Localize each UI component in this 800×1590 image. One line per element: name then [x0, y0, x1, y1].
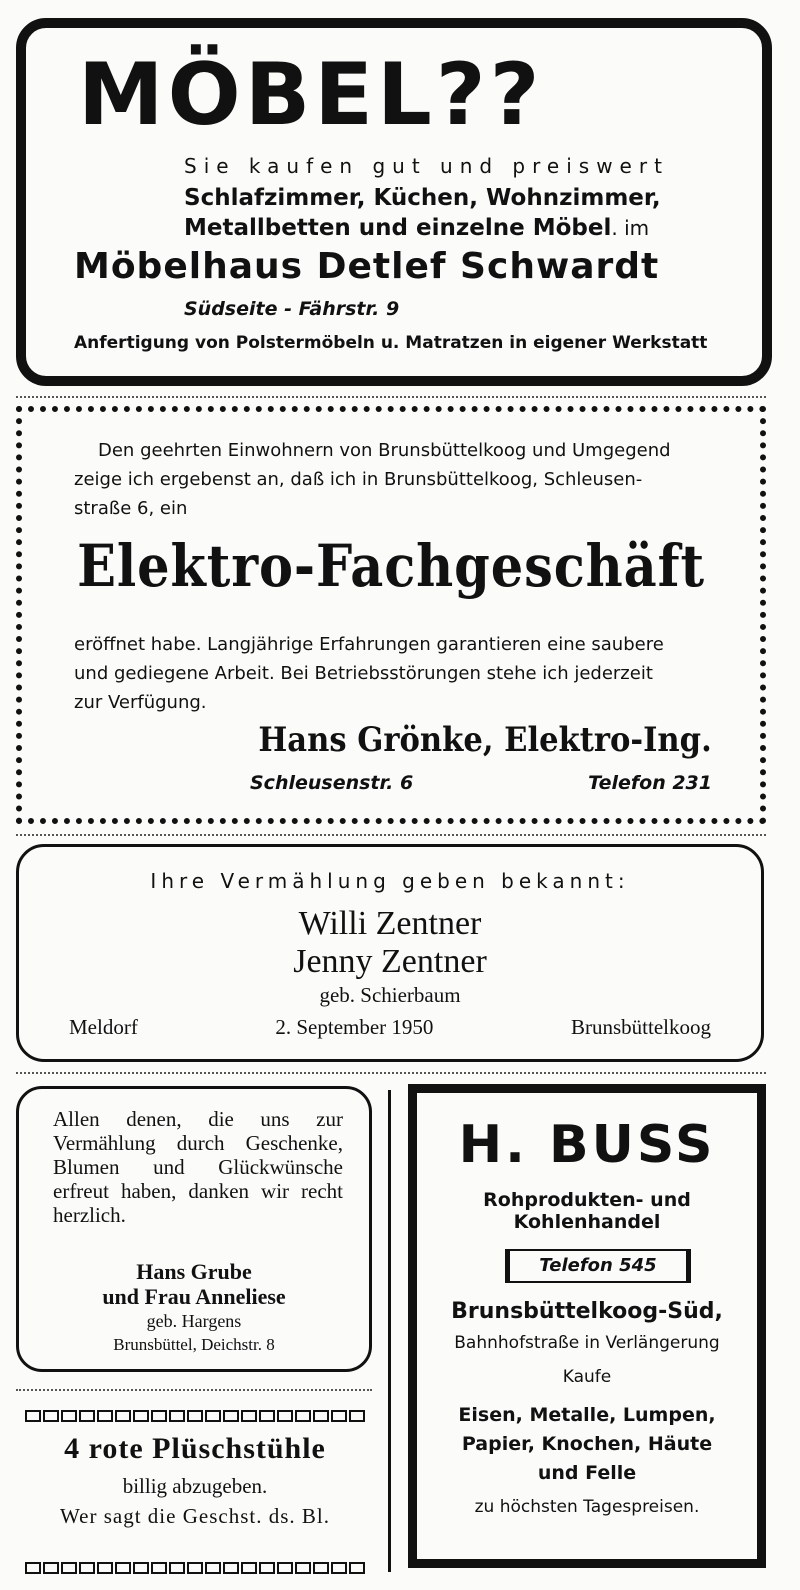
- moebel-items-line2-text: Metallbetten und einzelne Möbel: [184, 215, 612, 241]
- border-box-glyph: [331, 1562, 347, 1574]
- wedding-place-right: Brunsbüttelkoog: [570, 1015, 711, 1039]
- moebel-items-in: . im: [611, 216, 650, 240]
- border-box-glyph: [79, 1410, 95, 1422]
- border-box-glyph: [349, 1410, 365, 1422]
- elektro-intro: [74, 436, 724, 523]
- elektro-intro-line3: straße 6, ein: [74, 498, 188, 519]
- border-box-glyph: [259, 1410, 275, 1422]
- elektro-signature: Hans Grönke, Elektro-Ing.: [258, 720, 712, 760]
- buss-subtitle-line2: Kohlenhandel: [513, 1211, 661, 1233]
- wedding-place-left: Meldorf: [69, 1015, 138, 1039]
- border-box-glyph: [313, 1410, 329, 1422]
- border-box-glyph: [349, 1562, 365, 1574]
- thanks-names: [19, 1259, 369, 1309]
- buss-phone: Telefon 545: [505, 1249, 691, 1283]
- divider: [16, 396, 766, 398]
- box-border-top: [12, 1410, 378, 1422]
- thanks-names-line1: Hans Grube: [136, 1259, 252, 1284]
- wedding-maiden-name: geb. Schierbaum: [319, 983, 461, 1007]
- border-box-glyph: [97, 1410, 113, 1422]
- border-box-glyph: [61, 1410, 77, 1422]
- buss-kaufe: Kaufe: [562, 1367, 612, 1387]
- border-box-glyph: [25, 1562, 41, 1574]
- buss-subtitle: [417, 1189, 757, 1233]
- border-box-glyph: [223, 1410, 239, 1422]
- moebel-note: Anfertigung von Polstermöbeln u. Matratzen in eigener Werkstatt: [74, 333, 708, 353]
- divider: [16, 1389, 372, 1391]
- thanks-text: Allen denen, die uns zur Vermählung durch Geschenke, Blumen und Glückwünsche erfreut haben, danken wir recht herzlich.: [53, 1107, 343, 1227]
- buss-name: H. BUSS: [458, 1115, 716, 1175]
- border-box-glyph: [277, 1562, 293, 1574]
- ad-buss: [408, 1084, 766, 1568]
- border-box-glyph: [205, 1562, 221, 1574]
- elektro-body: [74, 630, 724, 717]
- divider: [16, 834, 766, 836]
- divider: [16, 1072, 766, 1074]
- border-box-glyph: [259, 1562, 275, 1574]
- border-box-glyph: [295, 1562, 311, 1574]
- wedding-footer: [69, 1015, 711, 1040]
- box-border-bottom: [12, 1562, 378, 1574]
- moebel-items: [184, 183, 661, 243]
- moebel-shop-name: Möbelhaus Detlef Schwardt: [74, 246, 660, 287]
- buss-subtitle-line1: Rohprodukten- und: [483, 1189, 691, 1211]
- border-box-glyph: [295, 1410, 311, 1422]
- wedding-date: 2. September 1950: [275, 1015, 434, 1039]
- ad-elektro: [16, 406, 766, 824]
- border-box-glyph: [151, 1410, 167, 1422]
- elektro-body-line2: und gediegene Arbeit. Bei Betriebsstörungen stehe ich jederzeit: [74, 663, 653, 684]
- elektro-footer: [250, 772, 712, 794]
- buss-goods-line1: Eisen, Metalle, Lumpen,: [458, 1404, 716, 1426]
- moebel-headline: MÖBEL??: [78, 45, 544, 145]
- elektro-intro-line1: Den geehrten Einwohnern von Brunsbüttelkoog und Umgegend: [98, 440, 671, 461]
- moebel-address: Südseite - Fährstr. 9: [184, 298, 400, 320]
- buss-city: Brunsbüttelkoog-Süd,: [451, 1299, 723, 1324]
- border-box-glyph: [313, 1562, 329, 1574]
- border-box-glyph: [43, 1562, 59, 1574]
- ad-thanks: [16, 1086, 372, 1372]
- border-box-glyph: [187, 1562, 203, 1574]
- ad-chairs: [12, 1404, 378, 1580]
- border-box-glyph: [79, 1562, 95, 1574]
- border-box-glyph: [169, 1562, 185, 1574]
- buss-goods-line2: Papier, Knochen, Häute: [461, 1433, 713, 1455]
- ad-moebel: [16, 18, 772, 386]
- elektro-body-line3: zur Verfügung.: [74, 692, 207, 713]
- elektro-street: Schleusenstr. 6: [250, 772, 414, 794]
- border-box-glyph: [277, 1410, 293, 1422]
- column-divider: [388, 1090, 391, 1572]
- border-box-glyph: [61, 1562, 77, 1574]
- buss-goods: [417, 1401, 757, 1488]
- border-box-glyph: [223, 1562, 239, 1574]
- border-box-glyph: [43, 1410, 59, 1422]
- border-box-glyph: [169, 1410, 185, 1422]
- border-box-glyph: [187, 1410, 203, 1422]
- border-box-glyph: [241, 1410, 257, 1422]
- border-box-glyph: [97, 1562, 113, 1574]
- elektro-headline: Elektro-Fachgeschäft: [77, 532, 705, 600]
- elektro-phone: Telefon 231: [588, 772, 712, 794]
- buss-street: Bahnhofstraße in Verlängerung: [454, 1333, 720, 1353]
- buss-goods-line3: und Felle: [537, 1462, 637, 1484]
- elektro-intro-line2: zeige ich ergebenst an, daß ich in Brunsbüttelkoog, Schleusen-: [74, 469, 643, 490]
- border-box-glyph: [151, 1562, 167, 1574]
- chairs-line2: Wer sagt die Geschst. ds. Bl.: [60, 1504, 330, 1528]
- border-box-glyph: [115, 1410, 131, 1422]
- border-box-glyph: [331, 1410, 347, 1422]
- ad-wedding: [16, 844, 764, 1062]
- thanks-address: Brunsbüttel, Deichstr. 8: [113, 1335, 275, 1354]
- wedding-name-groom: Willi Zentner: [298, 905, 482, 942]
- moebel-tagline: Sie kaufen gut und preiswert: [184, 154, 669, 178]
- wedding-name-bride: Jenny Zentner: [293, 943, 487, 980]
- thanks-maiden-name: geb. Hargens: [146, 1311, 242, 1331]
- border-box-glyph: [133, 1410, 149, 1422]
- buss-price: zu höchsten Tagespreisen.: [474, 1497, 700, 1517]
- wedding-announcement: Ihre Vermählung geben bekannt:: [150, 869, 630, 893]
- border-box-glyph: [25, 1410, 41, 1422]
- chairs-line1: billig abzugeben.: [122, 1474, 268, 1498]
- border-box-glyph: [133, 1562, 149, 1574]
- moebel-items-line1: Schlafzimmer, Küchen, Wohnzimmer,: [184, 185, 661, 211]
- moebel-items-line2: [184, 213, 661, 243]
- border-box-glyph: [115, 1562, 131, 1574]
- elektro-body-line1: eröffnet habe. Langjährige Erfahrungen garantieren eine saubere: [74, 634, 664, 655]
- chairs-headline: 4 rote Plüschstühle: [64, 1432, 326, 1465]
- border-box-glyph: [205, 1410, 221, 1422]
- thanks-names-line2: und Frau Anneliese: [102, 1284, 286, 1309]
- border-box-glyph: [241, 1562, 257, 1574]
